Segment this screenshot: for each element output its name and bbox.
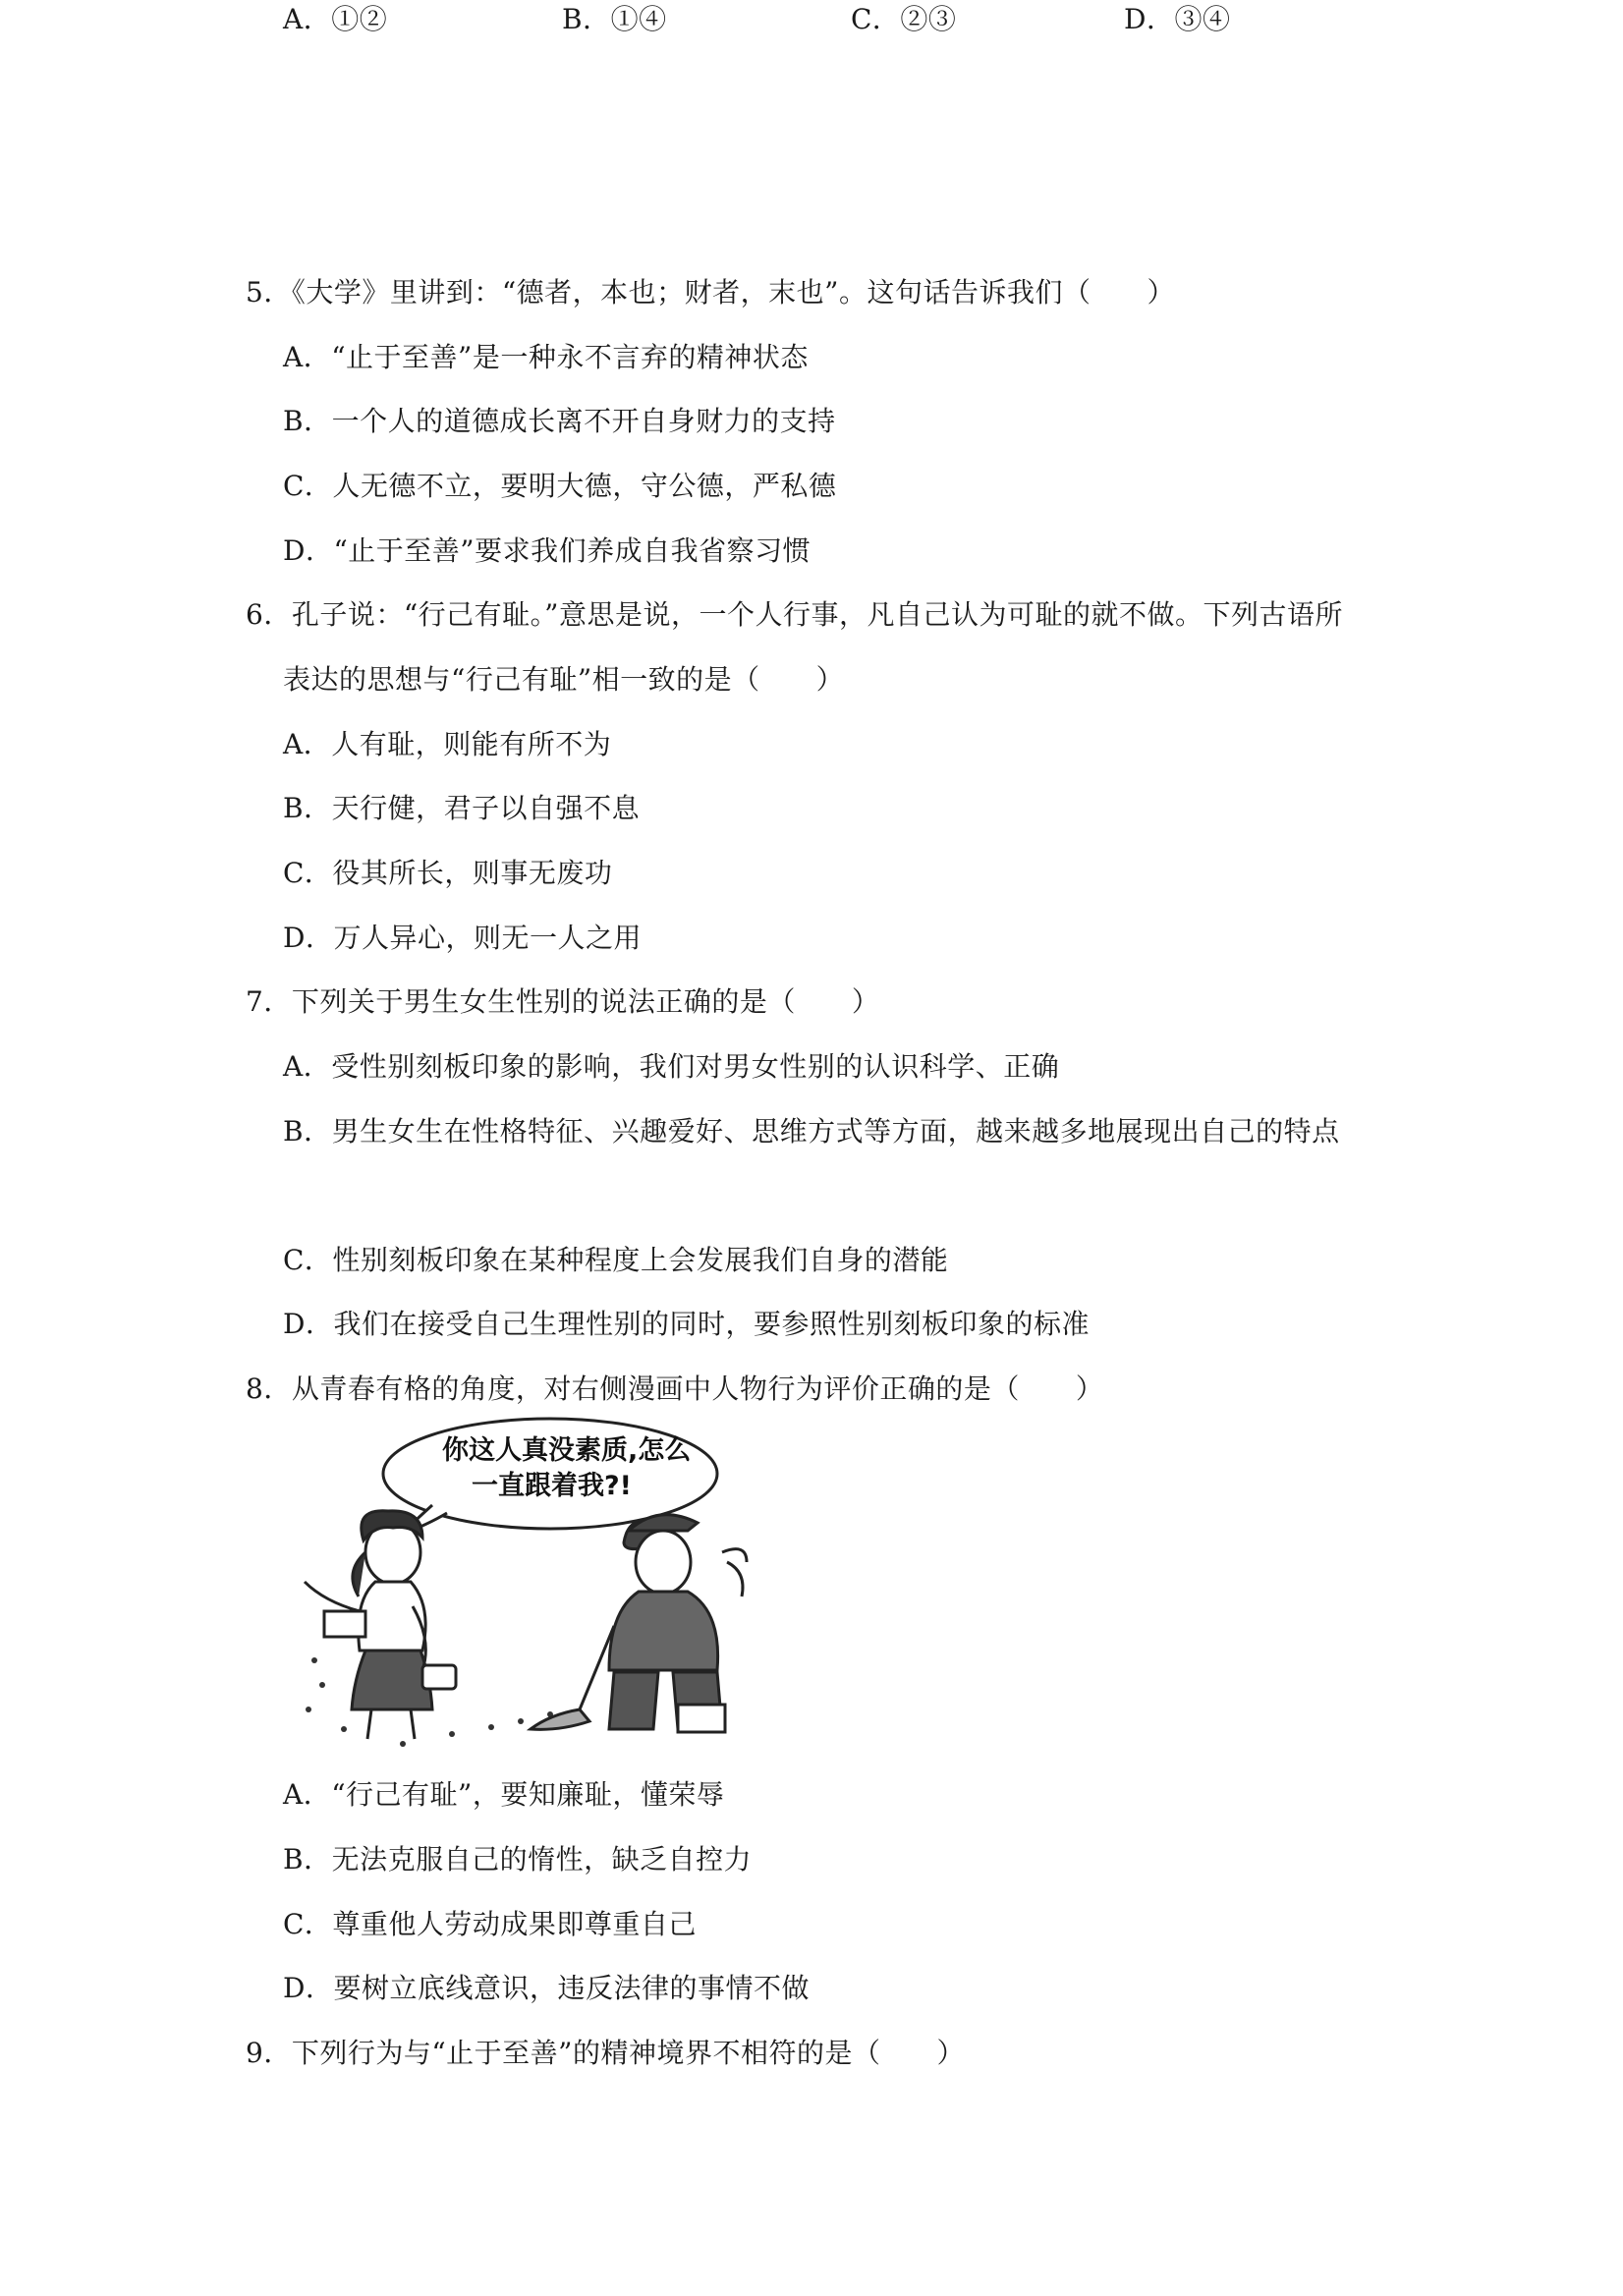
q7-option-a[interactable]: A．受性别刻板印象的影响，我们对男女性别的认识科学、正确 bbox=[283, 1050, 1060, 1083]
q5-option-c[interactable]: C．人无德不立，要明大德，守公德，严私德 bbox=[283, 470, 837, 502]
q9-stem: 9．下列行为与“止于至善”的精神境界不相符的是（ ） bbox=[246, 2037, 965, 2069]
q6-stem-line1: 6．孔子说：“行己有耻。”意思是说，一个人行事，凡自己认为可耻的就不做。下列古语所 bbox=[246, 598, 1343, 631]
q7-option-c[interactable]: C．性别刻板印象在某种程度上会发展我们自身的潜能 bbox=[283, 1244, 949, 1276]
q8-option-b[interactable]: B．无法克服自己的惰性，缺乏自控力 bbox=[283, 1843, 753, 1876]
q7-option-b[interactable]: B．男生女生在性格特征、兴趣爱好、思维方式等方面，越来越多地展现出自己的特点 bbox=[283, 1115, 1340, 1148]
q6-option-c[interactable]: C．役其所长，则事无废功 bbox=[283, 857, 613, 889]
q5-option-a[interactable]: A．“止于至善”是一种永不言弃的精神状态 bbox=[283, 341, 809, 373]
cartoon-illustration bbox=[285, 1415, 796, 1749]
q4-option-c[interactable]: C．②③ bbox=[851, 3, 957, 35]
cartoon-speech-line2: 一直跟着我?! bbox=[472, 1471, 632, 1501]
q8-stem: 8．从青春有格的角度，对右侧漫画中人物行为评价正确的是（ ） bbox=[246, 1372, 1104, 1405]
q5-stem: 5．《大学》里讲到：“德者，本也；财者，末也”。这句话告诉我们（ ） bbox=[246, 276, 1175, 308]
woman-figure bbox=[305, 1511, 456, 1739]
sweeper-figure bbox=[531, 1515, 747, 1732]
cartoon-speech-line1: 你这人真没素质,怎么 bbox=[442, 1435, 692, 1466]
q6-option-d[interactable]: D．万人异心，则无一人之用 bbox=[283, 922, 642, 954]
q8-option-c[interactable]: C．尊重他人劳动成果即尊重自己 bbox=[283, 1908, 697, 1940]
q5-option-b[interactable]: B．一个人的道德成长离不开自身财力的支持 bbox=[283, 405, 836, 437]
q7-stem: 7．下列关于男生女生性别的说法正确的是（ ） bbox=[246, 985, 880, 1018]
q6-option-a[interactable]: A．人有耻，则能有所不为 bbox=[283, 728, 612, 760]
q5-option-d[interactable]: D．“止于至善”要求我们养成自我省察习惯 bbox=[283, 534, 812, 567]
q7-option-d[interactable]: D．我们在接受自己生理性别的同时，要参照性别刻板印象的标准 bbox=[283, 1308, 1090, 1340]
q8-option-d[interactable]: D．要树立底线意识，违反法律的事情不做 bbox=[283, 1972, 810, 2004]
q4-option-b[interactable]: B．①④ bbox=[562, 3, 667, 35]
q8-option-a[interactable]: A．“行己有耻”，要知廉耻，懂荣辱 bbox=[283, 1778, 725, 1811]
q6-stem-line2: 表达的思想与“行己有耻”相一致的是（ ） bbox=[283, 663, 845, 696]
q4-option-a[interactable]: A．①② bbox=[283, 3, 388, 35]
q4-options-row bbox=[0, 0, 1623, 39]
q4-option-d[interactable]: D．③④ bbox=[1124, 3, 1231, 35]
q6-option-b[interactable]: B．天行健，君子以自强不息 bbox=[283, 792, 641, 824]
